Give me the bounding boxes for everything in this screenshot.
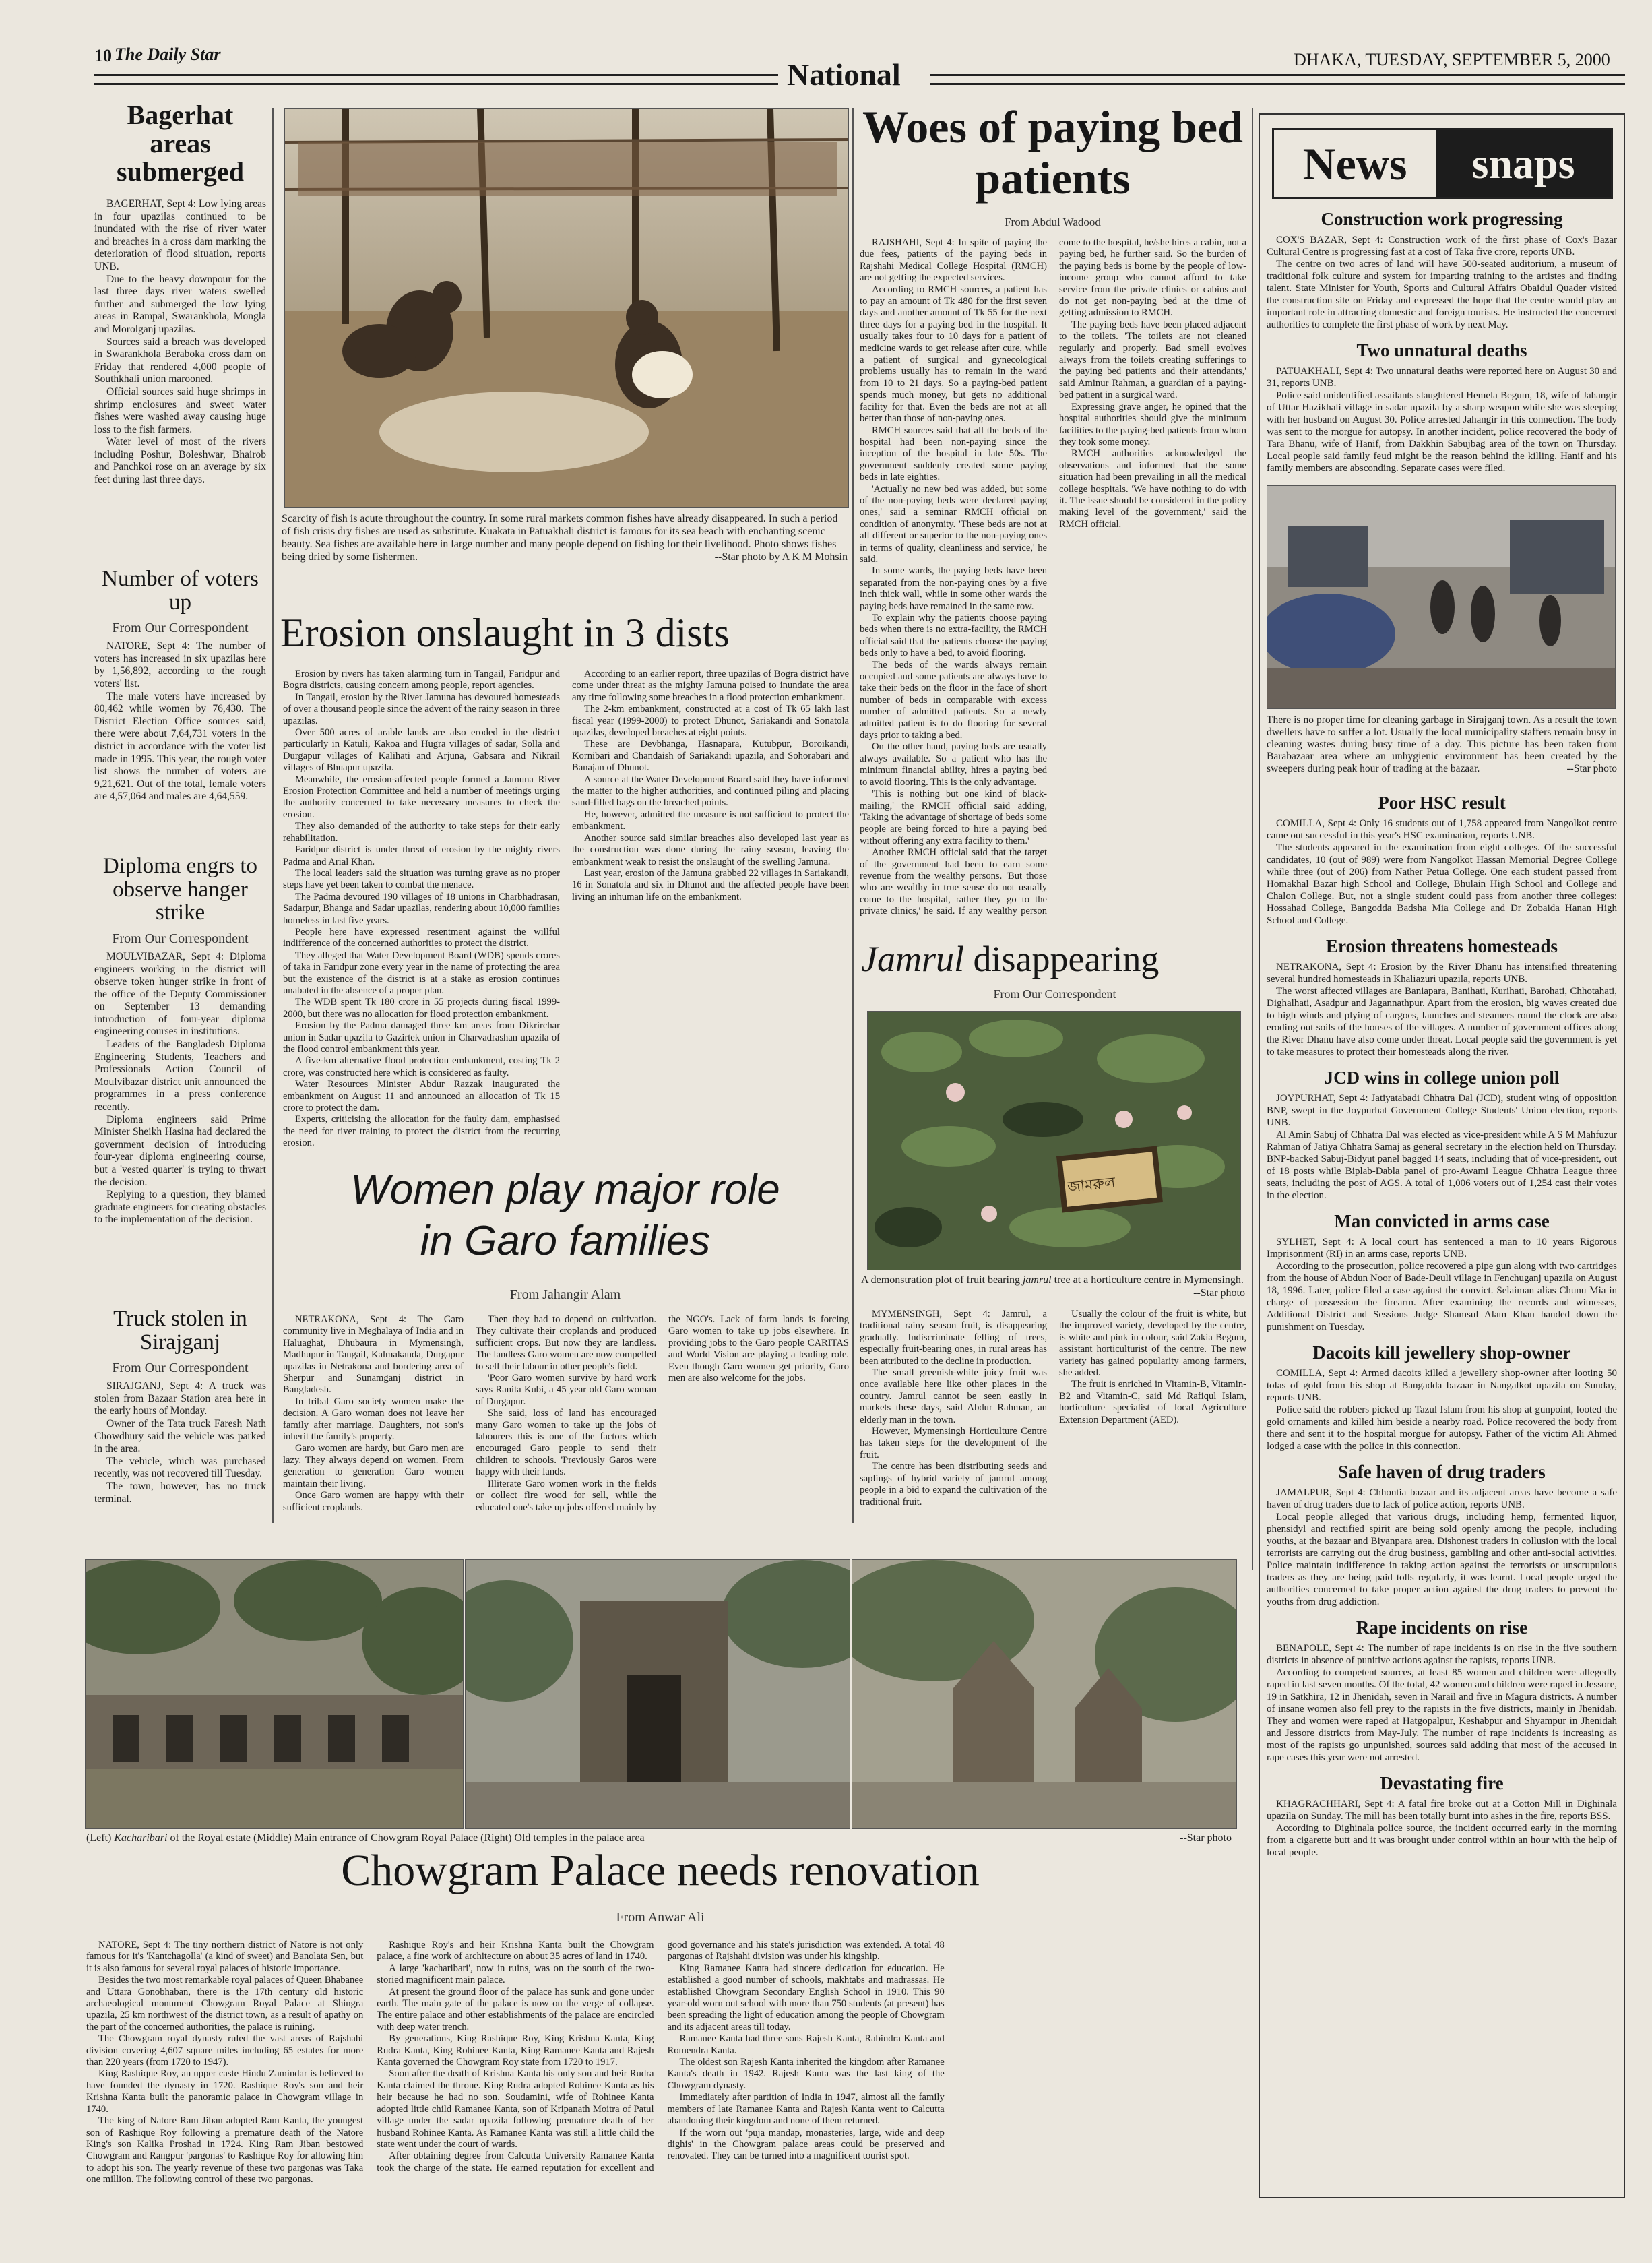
snap-item [1267, 1211, 1617, 1333]
old-temples-photo [852, 1559, 1237, 1829]
snap-headline: Construction work progressing [1321, 209, 1563, 229]
snap-body: NETRAKONA, Sept 4: Erosion by the River Dhanu has intensified threatening several hundred homesteads in Khaliazuri upazila, reports UNB. The worst affected villages are Baniapara, Banihati, Kurihati, Barohati, Chhotahati, Dighalhati, Asadpur and Jagannathpur. Apart from the erosion, big waves created due to high winds and plying of cargoes, launches and steamers round the clock are also eroding out soils of the houses of the villages. A number of government offices along the River Dhanu have also come under threat. Local people said the government is yet to take measures to protect their homesteads along the river. [1267, 962, 1617, 1057]
snap-body: PATUAKHALI, Sept 4: Two unnatural deaths were reported here on August 30 and 31, reports UNB. Police said unidentified assailants slaughtered Hemela Begum, 18, wife of Jahangir of Uttar Hazikhali village in sadar upazila by a sharp weapon while she was sleeping with her husband on August 30. Police arrested Jahangir in this connection. The body was sent to the morgue for autopsy. In another incident, police recovered the body of Tara Bhanu, wife of Hanif, from Dakkhin Sabujbag area of the town on Thursday. Local people said family feud might be the reason behind the killing. Hanif and his family members are absconding. Separate cases were filed. [1267, 366, 1617, 474]
chowgram-byline: From Anwar Ali [616, 1910, 705, 1925]
chowgram-headline: Chowgram Palace needs renovation [341, 1846, 980, 1895]
headline: Number of voters up [102, 567, 259, 615]
byline: From Our Correspondent [112, 1361, 249, 1376]
garo-headline: Women play major role in Garo families [350, 1167, 780, 1264]
photo-credit: --Star photo by A K M Mohsin [714, 551, 848, 563]
voters-story [94, 567, 266, 803]
chowgram-photo-caption: (Left) Kacharibari of the Royal estate (Middle) Main entrance of Chowgram Royal Palace (Right) Old temples in the palace area --Star photo [86, 1832, 1232, 1844]
snap-item [1267, 1342, 1617, 1452]
snap-item [1267, 936, 1617, 1058]
snap-headline: Rape incidents on rise [1356, 1617, 1528, 1638]
story-body: NATORE, Sept 4: The number of voters has increased in six upazilas here by 1,56,892, according to the rough voters' list. The male voters have increased by 80,462 while women by 76,430. The District Election Office sources said, there were about 7,64,731 voters in the district in accordance with the voter list made in 1995. This year, the rough voter list shows the number of voters are 9,21,621. Out of the total, female voters are 4,57,064 and males are 4,64,559. [94, 640, 266, 803]
jamrul-sign-text: জামরুল [1066, 1174, 1116, 1197]
snap-item [1267, 340, 1617, 474]
masthead-rule-left [94, 74, 778, 85]
truck-story [94, 1307, 266, 1506]
garbage-photo-caption: There is no proper time for cleaning garbage in Sirajganj town. As a result the town dwellers have to suffer a lot. Usually the local municipality staffers remain busy in cleaning wastes during busy time of a day. This picture has been taken from Barabazaar area where an unhygienic environment has been created by the sweepers during peak hour of trading at the bazaar. --Star photo [1267, 714, 1617, 774]
section-name: National [787, 57, 901, 92]
snap-body: COX'S BAZAR, Sept 4: Construction work of the first phase of Cox's Bazar Cultural Centre is progressing fast at a cost of Taka five crore, reports UNB. The centre on two acres of land will have 500-seated auditorium, a museum of traditional folk culture and system for imparting training to the artistes and finding talent. State Minister for Youth, Sports and Cultural Affairs Obaidul Quader visited the construction site on Friday and expressed the hope that the centre would play an important role in attracting domestic and foreign tourists. He instructed the concerned authorities to complete the first phase of work by next May. [1267, 235, 1617, 330]
snap-item [1267, 209, 1617, 331]
jamrul-headline: Jamrul disappearing [861, 939, 1159, 979]
snap-headline: Man convicted in arms case [1334, 1211, 1550, 1231]
news-snaps-title [1272, 128, 1613, 199]
column-rule [1252, 108, 1253, 1570]
jamrul-byline: From Our Correspondent [993, 987, 1116, 1001]
dateline: DHAKA, TUESDAY, SEPTEMBER 5, 2000 [1294, 50, 1610, 69]
photo-credit: --Star photo [1180, 1832, 1232, 1844]
headline: Truck stolen in Sirajganj [113, 1307, 247, 1355]
snap-item [1267, 1773, 1617, 1859]
garbage-photo [1267, 485, 1616, 709]
snap-body: COMILLA, Sept 4: Only 16 students out of 1,758 appeared from Nangolkot centre came out successful in this year's HSC examination, reports UNB. The students appeared in the examination from eight colleges. Of the successful candidates, 10 (out of 989) were from Nangolkot Hassan Memorial Degree College while three (out of 206) from Nather Petua College. One each student passed from Homakhal Bazar high School and College, Bhulain High School and College and Chalon College. But, not a single student could pass from another three colleges: Hossahad College, Bangodda Badsha Mia College and Dr Zobaida Hanan High School and College. [1267, 818, 1617, 926]
snap-headline: Safe haven of drug traders [1338, 1462, 1546, 1482]
headline: Diploma engrs to observe hanger strike [102, 854, 258, 925]
erosion-body: Erosion by rivers has taken alarming turn in Tangail, Faridpur and Bogra districts, causing concern among people, report agencies. In Tangail, erosion by the River Jamuna has devoured homesteads of over a thousand people since the advent of the rainy season in three upazilas. Over 500 acres of arable lands are also eroded in the district particularly in Katuli, Kakoa and Hugra villages of sadar, Solla and Durgapur villages of Kalihati and Arjuna, Gabsara and Nikrail villages of Bhuapur upazila. Meanwhile, the erosion-affected people formed a Jamuna River Erosion Protection Committee and held a number of meetings urging the authority concerned to take necessary measures to check the erosion. They also demanded of the authority to take steps for their early rehabilitation. Faridpur district is under threat of erosion by the mighty rivers Padma and Arial Khan. The local leaders said the situation was turning grave as no proper steps have yet been taken to combat the menace. The Padma devoured 190 villages of 18 unions in Charbhadrasan, Sadarpur, Bhanga and Sadar upazilas, rendering about 10,000 families homeless in last five years. People here have expressed resentment against the willful indifference of the concerned authorities to protect the district. They alleged that Water Development Board (WDB) spends crores of taka in Faridpur zone every year in the name of protecting the area but the existence of the district is at a stake as erosion continues unabated in the absence of a proper plan. The WDB spent Tk 180 crore in 55 projects during fiscal 1999-2000, but there was no allocation for flood protection embankment. Erosion by the Padma damaged three km areas from Dikrirchar union in Sadar upazila to Gazirtek union in Charvadrashan upazila of the flood control embankment this year. A five-km alternative flood protection embankment, costing Tk 2 crore, was constructed here which is considered as faulty. Water Resources Minister Abdur Razzak inaugurated the embankment on August 11 and announced an allocation of Tk 15 crore to protect the dam. Experts, criticising the allocation for the faulty dam, emphasised the need for river training to protect the district from the recurring erosion. According to an earlier report, three upazilas of Bogra district have come under threat as the mighty Jamuna poised to inundate the area any time following some breaches in a flood protection embankment. The 2-km embankment, constructed at a cost of Tk 65 lakh last fiscal year (1999-2000) to protect Dhunot, Sariakandi and Sonatola upazilas, developed breaches at eight points. These are Devbhanga, Hasnapara, Kutubpur, Boroikandi, Kornibari and Chandaish of Sariakandi upazila, and Sohorabari and Banajan of Dhunot. A source at the Water Development Board said they have informed the matter to the higher authorities, and continued piling and placing sand-filled bags on the breached points. He, however, admitted the measure is not sufficient to protect the embankment. Another source said similar breaches also developed last year as the construction was done during the rainy season, leaving the embankment weak to resist the onslaught of the swelling Jamuna. Last year, erosion of the Jamuna grabbed 22 villages in Sariakandi, 16 in Sonatola and six in Dhunot and the affected people have been living an inhuman life on the embankment. [283, 669, 849, 1149]
byline: From Our Correspondent [112, 931, 249, 946]
snap-item [1267, 1617, 1617, 1764]
palace-entrance-photo [465, 1559, 850, 1829]
erosion-headline: Erosion onslaught in 3 dists [280, 611, 730, 655]
fish-photo-caption: Scarcity of fish is acute throughout the country. In some rural markets common fishes have already disappeared. In such a period of fish crisis dry fishes are used as substitute. Kuakata in Patuakhali district is famous for its sea beach with enchanting scenic beauty. Sea fishes are available here in large number and many people depend on fishing for their livelihood. Photo shows fishes being dried by some fishermen. --Star photo by A K M Mohsin [282, 513, 848, 563]
photo-credit: --Star photo [1193, 1287, 1245, 1299]
snap-item [1267, 793, 1617, 927]
woes-byline: From Abdul Wadood [1005, 216, 1101, 228]
story-body: BAGERHAT, Sept 4: Low lying areas in four upazilas continued to be inundated with the rise of river water and breaches in a cross dam marking the deterioration of flood situation, reports UNB. Due to the heavy downpour for the last three days river waters swelled further and submerged the low lying areas in Rampal, Swarankhola, Mongla and Morolganj upazilas. Sources said a breach was developed in Swarankhola Beraboka cross dam on Friday that rendered 4,000 people of Southkhali union marooned. Official sources said huge shrimps in shrimp enclosures and sweet water fishes were washed away causing huge loss to the fish farmers. Water level of most of the rivers including Poshur, Boleshwar, Bhairob and Panchkoi rose on an average by six feet during last three days. [94, 198, 266, 486]
snap-headline: Dacoits kill jewellery shop-owner [1312, 1342, 1571, 1363]
story-body: MOULVIBAZAR, Sept 4: Diploma engineers working in the district will observe token hunger strike in front of the office of the Deputy Commissioner on September 13 demanding introduction of four-year diploma engineering courses in institutions. Leaders of the Bangladesh Diploma Engineering Students, Teachers and Professionals Action Council of Moulvibazar district unit announced the programmes in a press conference recently. Diploma engineers said Prime Minister Sheikh Hasina had declared the government decision of introducing four-year diploma engineering course, but a 'vested quarter' is trying to thwart the decision. Replying to a question, they blamed graduate engineers for creating obstacles to the implementation of the decision. [94, 950, 266, 1226]
page-number: 10 [94, 46, 112, 65]
diploma-story [94, 855, 266, 1227]
snap-body: BENAPOLE, Sept 4: The number of rape incidents is on rise in the five southern districts in absence of punitive actions against the rapists, reports UNB. According to competent sources, at least 85 women and children were allegedly raped in last seven months. Of the total, 42 women and children were raped in Jessore, 19 in Satkhira, 12 in Jhenidah, seven in Narail and five in Magura districts. A number of insane women also fell prey to the rapists in the five districts, mainly in Jhenidah. They and women were raped at Hatgopalpur, Keshabpur and Shyampur in Jhenidah and Jessore districts from May-July. The number of rape incidents is increasing as most of the rapists go unpunished, sources said adding that most of the accused in rape cases this year were not arrested. [1267, 1643, 1617, 1763]
title-snaps: snaps [1436, 130, 1611, 197]
byline: From Our Correspondent [112, 621, 249, 636]
snap-body: KHAGRACHHARI, Sept 4: A fatal fire broke out at a Cotton Mill in Dighinala upazila on Sunday. The mill has been totally burnt into ashes in the fire, reports BSS. According to Dighinala police source, the incident occurred early in the morning from a cigarette butt and it was brought under control within an hour with the help of local people. [1267, 1799, 1617, 1858]
jamrul-body: MYMENSINGH, Sept 4: Jamrul, a traditional rainy season fruit, is disappearing gradually. Indiscriminate felling of trees, especially fruit-bearing ones, in rural areas has been attributed to the decline in production. The small greenish-white juicy fruit was once available here like other places in the country. Jamrul cannot be seen easily in markets these days, said Abdur Rahman, an elderly man in the town. However, Mymensingh Horticulture Centre has taken steps for the development of the fruit. The centre has been distributing seeds and saplings of hybrid variety of jamrul among people in a bid to expand the cultivation of the traditional fruit. Usually the colour of the fruit is white, but the improved variety, developed by the centre, is white and pink in colour, said Zakia Begum, assistant horticulturist of the centre. The new variety has gained popularity among farmers, she added. The fruit is enriched in Vitamin-B, Vitamin-B2 and Vitamin-C, said Md Rafiqul Islam, horticulture specialist of local Agriculture Extension Department (AED). [860, 1309, 1246, 1508]
photo-credit: --Star photo [1566, 763, 1617, 774]
snap-body: SYLHET, Sept 4: A local court has sentenced a man to 10 years Rigorous Imprisonment (RI) in an arms case, reports UNB. According to the prosecution, police recovered a pipe gun along with two cartridges from the house of Abdun Noor of Bade-Deuli village in Fenchuganj upazila on August 18, 1996. Later, police filed a case against the convict. Selaiman alias Chunu Mia in charge of possession the firearm. After examining the records and witnesses, Additional District and Sessions Judge Shamsul Alam Khan handed down the punishment on Tuesday. [1267, 1237, 1617, 1332]
jamrul-caption: A demonstration plot of fruit bearing jamrul tree at a horticulture centre in Mymensingh. --Star photo [861, 1274, 1245, 1299]
paper-name: The Daily Star [115, 44, 221, 64]
woes-headline: Woes of paying bed patients [862, 101, 1243, 204]
garo-byline: From Jahangir Alam [509, 1287, 621, 1302]
snap-item [1267, 1067, 1617, 1202]
woes-body: RAJSHAHI, Sept 4: In spite of paying the due fees, patients of the paying beds in Rajshahi Medical College Hospital (RMCH) are not getting the expected services. According to RMCH sources, a patient has to pay an amount of Tk 480 for the first seven days and another amount of Tk 55 for the next three days for a paying bed in the hospital. It usually takes four to 10 days for a patient of medicine wards to get release after cure, while a patient of surgical and gynecological problems usually has to remain in the ward from 10 to 21 days. So a paying-bed patient spends much money, but gets no additional facility for that. Even the beds are not at all better than those of non-paying ones. RMCH sources said that all the beds of the hospital had been non-paying since the inception of the hospital in late 50s. The government suddenly created some paying beds in late eighties. 'Actually no new bed was added, but some of the non-paying beds were declared paying ones,' said a seminar RMCH official on condition of anonymity. 'These beds are not at all different or superior to the non-paying ones in terms of quality, cleanliness and service,' he said. In some wards, the paying beds have been separated from the non-paying ones by a five inch thick wall, while in some other wards the paying beds have remained in the same row. To explain why the patients choose paying beds when there is no extra-facility, the RMCH official said that the patients choose the paying beds only to have a bed, to avoid flooring. The beds of the wards always remain occupied and some patients are always have to take their beds on the floor in the face of short number of beds in comparable with excess number of admitted patients. So a newly admitted patient is to do flooring for several days prior to taking a bed. On the other hand, paying beds are usually always available. So a patient who has the minimum financial ability, hires a paying bed to avoid flooring. This is the only advantage. 'This is nothing but one kind of black-mailing,' the RMCH official said adding, 'Taking the advantage of shortage of beds some people are being forced to hire a paying bed without offering any extra facility to them.' Another RMCH official said that the target of the government had been to earn some revenue from the wealthy persons. 'But those who are wealthy in true sense do not usually come to the hospital, rather they go to the private clinics,' he said. If any wealthy person come to the hospital, he/she hires a cabin, not a paying bed, he further said. So the burden of the paying beds is borne by the people of low-income group who cannot afford to take service from the private clinics or cabins and do not get non-paying bed at the time of getting admission to RMCH. The paying beds have been placed adjacent to the toilets. 'The toilets are not cleaned regularly and properly. Bad smell evolves always from the toilets creating sufferings to the paying bed patients and their attendants,' said Aminur Rahman, a guardian of a paying-bed patient in a surgical ward. Expressing grave anger, he opined that the hospital authorities should give the minimum facilities to the paying-bed patients from whom they took some money. RMCH authorities acknowledged the observations and informed that the some situation had been prevailing in all the medical college hospitals. 'We have nothing to do with it. The issue should be considered in the policy making level of the government,' said the RMCH official. [860, 237, 1246, 917]
fish-drying-photo [284, 108, 849, 508]
snap-headline: Devastating fire [1380, 1773, 1504, 1793]
headline: Bagerhat areas submerged [117, 100, 244, 187]
snap-body: COMILLA, Sept 4: Armed dacoits killed a jewellery shop-owner after looting 50 tolas of gold from his shop at Bangadda bazaar in Nangalkot upazila on Sunday, reports UNB. Police said the robbers picked up Tazul Islam from his shop at gunpoint, looted the gold ornaments and killed him beside a nearby road. Police recovered the body from there and sent it to the hospital morgue for autopsy. Father of the victim Ali Ahmed lodged a case with the police in this connection. [1267, 1368, 1617, 1452]
kacharibari-photo [85, 1559, 464, 1829]
garo-body: NETRAKONA, Sept 4: The Garo community live in Meghalaya of India and in Haluaghat, Dhubaura in Mymensingh, Madhupur in Tangail, Kalmakanda, Durgapur upazilas in Netrakona and bordering area of Sherpur and Sunamganj district in Bangladesh. In tribal Garo society women make the decision. A Garo woman does not leave her family after marriage. Daughters, not son's inherit the family's property. Garo women are hardy, but Garo men are lazy. They always depend on women. From generation to generation Garo women maintain their living. Once Garo women are happy with their sufficient croplands. Then they had to depend on cultivation. They cultivate their croplands and produced sufficient crops. But now they are landless. The landless Garo women are now compelled to sell their labour in other people's field. 'Poor Garo women survive by hard work says Ranita Kubi, a 45 year old Garo woman of Durgapur. She said, loss of land has encouraged many Garo women to take up the jobs of labourers this is one of the factors which encouraged Garo people to send their children to schools. 'Previously Garos were happy with their lands. Illiterate Garo women work in the fields or collect fire wood for sell, while the educated one's take up jobs offered mainly by the NGO's. Lack of farm lands is forcing Garo women to take up jobs elsewhere. In providing jobs to the Garo people CARITAS and World Vision are playing a leading role. Even though Garo women get priority, Garo men are also welcome for the jobs. [283, 1314, 849, 1513]
snap-headline: Erosion threatens homesteads [1325, 936, 1558, 956]
story-body: SIRAJGANJ, Sept 4: A truck was stolen from Bazaar Station area here in the early hours of Monday. Owner of the Tata truck Faresh Nath Chowdhury said the vehicle was parked in the area. The vehicle, which was purchased recently, was not recovered till Tuesday. The town, however, has no truck terminal. [94, 1380, 266, 1505]
bagerhat-story [94, 101, 266, 487]
chowgram-body: NATORE, Sept 4: The tiny northern district of Natore is not only famous for it's 'Kantchagolla' (a kind of sweet) and Banolata Sen, but it is also famous for several royal palaces of historic importance. Besides the two most remarkable royal palaces of Queen Bhabanee and Uttara Gonobhaban, there is the 17th century old historic archaeological monument Chowgram Royal Palace at Shingra upazila, 25 km northwest of the district town, as a result of apathy on the part of the concerned authorities, the palace is ruining. The Chowgram royal dynasty ruled the vast areas of Rajshahi division covering 4,607 square miles including 65 estates for more than 220 years (from 1720 to 1947). King Rashique Roy, an upper caste Hindu Zamindar is believed to have founded the dynasty in 1720. Rashique Roy's son and heir Krishna Kanta built the panoramic palace in Chowgram village in 1740. The king of Natore Ram Jiban adopted Ram Kanta, the youngest son of Rashique Roy following a premature death of the Natore King's son Kalika Proshad in 1724. King Ram Jiban bestowed Chowgram and Rangpur 'pargonas' to Rashique Roy for allowing him to adopt his son. The yearly revenue of these two pargonas was Taka one million. The following control of these two pargonas. Rashique Roy's and heir Krishna Kanta built the Chowgram palace, a fine work of architecture on about 35 acres of land in 1740. A large 'kacharibari', now in ruins, was on the south of the two-storied magnificent main palace. At present the ground floor of the palace has sunk and gone under earth. The main gate of the palace is now on the verge of collapse. The entire palace and other establishments of the palace are encircled with deep water trench. By generations, King Rashique Roy, King Krishna Kanta, King Rudra Kanta, King Rohinee Kanta, King Ramanee Kanta and Rajesh Kanta governed the Chowgram Roy state from 1720 to 1917. Soon after the death of Krishna Kanta his only son and heir Rudra Kanta claimed the throne. King Rudra adopted Rohinee Kanta as his heir because he had no son. Soudamini, wife of Rohinee Kanta adopted little child Ramanee Kanta, son of Kripanath Moitra of Patul village under the sadar upazila following premature death of her husband Rohinee Kanta. As Ramanee Kanta was still a little child the state went under the court of wards. After obtaining degree from Calcutta University Ramanee Kanta took the charge of the state. He earned reputation for excellent and good governance and his state's jurisdiction was extended. A total 48 pargonas of Rajshahi division was under his kingship. King Ramanee Kanta had sincere dedication for education. He established a good number of schools, makhtabs and madrassas. He established Chowgram Secondary English School in 1910. This 90 year-old worn out school with more than 750 students (at present) has been spreading the light of education among the people of Chowgram and its adjacent areas till today. Ramanee Kanta had three sons Rajesh Kanta, Rabindra Kanta and Romendra Kanta. The oldest son Rajesh Kanta inherited the kingdom after Ramanee Kanta's death in 1942. Rajesh Kanta was the last king of the Chowgram dynasty. Immediately after partition of India in 1947, almost all the family members of late Ramanee Kanta and Rajesh Kanta went to Calcutta abandoning their kingdom and none of them returned. If the worn out 'puja mandap, monasteries, large, wide and deep dighis' in the Chowgram palace areas could be preserved and renovated. They can be turned into a magnificent tourist spot. [86, 1940, 945, 2186]
news-snaps-content [1267, 209, 1617, 1859]
column-rule [852, 108, 854, 1523]
title-news: News [1302, 138, 1407, 189]
snap-body: JOYPURHAT, Sept 4: Jatiyatabadi Chhatra Dal (JCD), student wing of opposition BNP, swept in the Joypurhat Government College Students' Union election, reports UNB. Al Amin Sabuj of Chhatra Dal was elected as vice-president while A S M Mahfuzur Rahman of Jatiya Chhatra Samaj as general secretary in the election held on Thursday. BNP-backed Sabuj-Bidyut panel bagged 14 seats, including that of vice-president, out of 18 posts while Biplab-Dabla panel of pro-Awami League Chhatra League three seats, including the post of AGS. A total of 1,006 voters out of 1,254 cast their votes in the election. [1267, 1093, 1617, 1201]
snap-item [1267, 1462, 1617, 1608]
snap-headline: Poor HSC result [1378, 793, 1506, 813]
jamrul-tree-photo [867, 1011, 1241, 1270]
snap-body: JAMALPUR, Sept 4: Chhontia bazaar and its adjacent areas have become a safe haven of drug traders due to lack of police action, reports UNB. Local people alleged that various drugs, including hemp, fermented liquor, phensidyl and rectified spirit are being sold openly among the people, including youths, at the bazaar and Biyanpara area. Dishonest traders in collusion with the local terrorists are carrying out the drug business, gambling and other anti-social activities. Police maintain indifference in taking action against the terrorists or unscrupulous traders as they are being paid tolls regularly, it was learnt. Local people urged the authorities concerned to take proper action against the drug traders to prevent the youths from drug addiction. [1267, 1487, 1617, 1607]
snap-headline: Two unnatural deaths [1356, 340, 1527, 361]
snap-headline: JCD wins in college union poll [1324, 1067, 1560, 1088]
column-rule [272, 108, 274, 1523]
masthead-rule-right [930, 74, 1625, 85]
